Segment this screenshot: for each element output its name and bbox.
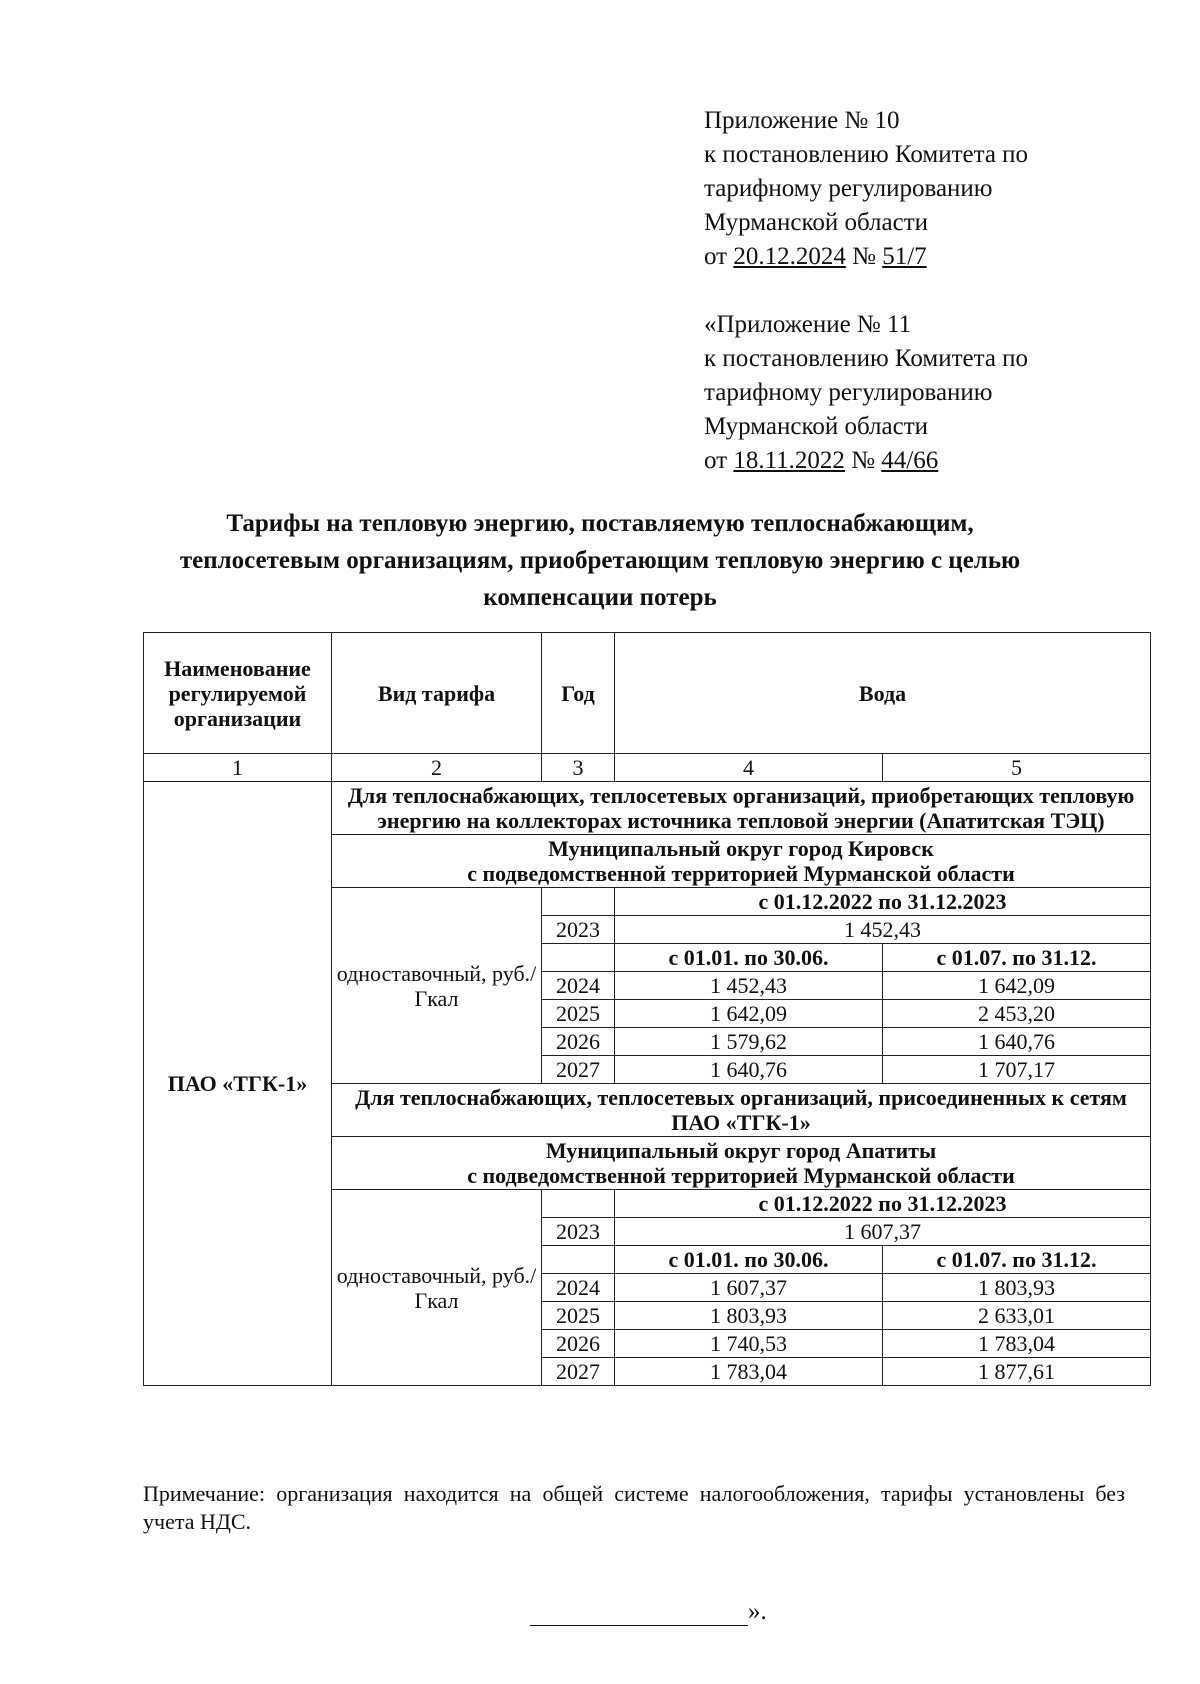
year-cell: 2025 — [542, 1302, 615, 1330]
header-year: Год — [542, 633, 615, 754]
title-line: теплосетевым организациям, приобретающим тепловую энергию с целью — [179, 547, 1021, 574]
empty-cell — [542, 1246, 615, 1274]
half-year-1-heading: с 01.01. по 30.06. — [615, 944, 883, 972]
year-cell: 2024 — [542, 972, 615, 1000]
half-year-2-heading: с 01.07. по 31.12. — [883, 1246, 1151, 1274]
document-title — [100, 505, 1100, 616]
tariff-value: 1 877,61 — [883, 1358, 1151, 1386]
tariff-value: 1 640,76 — [883, 1028, 1151, 1056]
group-row — [144, 782, 1151, 835]
appendix-line: к постановлению Комитета по — [704, 345, 1029, 372]
tariff-value: 1 642,09 — [615, 1000, 883, 1028]
tariff-value: 1 783,04 — [615, 1358, 883, 1386]
year-cell: 2026 — [542, 1028, 615, 1056]
appendix-line: тарифному регулированию — [704, 175, 993, 202]
title-line: компенсации потерь — [483, 584, 717, 611]
column-number: 4 — [615, 754, 883, 782]
half-year-1-heading: с 01.01. по 30.06. — [615, 1246, 883, 1274]
resolution-number: 44/66 — [881, 447, 939, 474]
period-heading: с 01.12.2022 по 31.12.2023 — [615, 888, 1151, 916]
territory-line: с подведомственной территорией Мурманской области — [467, 1163, 1015, 1188]
resolution-number: 51/7 — [882, 243, 927, 270]
tariff-table — [143, 632, 1151, 1386]
closing-quote: ». — [748, 1598, 767, 1625]
tariff-value: 1 803,93 — [615, 1302, 883, 1330]
group-heading: Для теплоснабжающих, теплосетевых организаций, приобретающих тепловую энергию на коллекторах источника тепловой энергии (Апатитская ТЭЦ) — [332, 782, 1151, 835]
tariff-value: 1 642,09 — [883, 972, 1151, 1000]
tariff-value: 1 740,53 — [615, 1330, 883, 1358]
appendix-line: Мурманской области — [704, 209, 929, 236]
tariff-value: 1 607,37 — [615, 1274, 883, 1302]
year-cell: 2024 — [542, 1274, 615, 1302]
appendix-line: тарифному регулированию — [704, 379, 993, 406]
header-org: Наименование регулируемой организации — [144, 633, 332, 754]
territory-line: Муниципальный округ город Апатиты — [545, 1138, 937, 1163]
period-heading: с 01.12.2022 по 31.12.2023 — [615, 1190, 1151, 1218]
tariff-value: 1 579,62 — [615, 1028, 883, 1056]
column-number: 3 — [542, 754, 615, 782]
year-cell: 2025 — [542, 1000, 615, 1028]
appendix-line: «Приложение № 11 — [704, 311, 912, 338]
appendix-line: Приложение № 10 — [704, 107, 900, 134]
number-prefix: № — [844, 447, 882, 474]
tariff-type: одноставочный, руб./Гкал — [332, 1190, 542, 1386]
year-cell: 2026 — [542, 1330, 615, 1358]
tariff-value: 1 803,93 — [883, 1274, 1151, 1302]
column-number: 1 — [144, 754, 332, 782]
territory-heading — [332, 835, 1151, 888]
organization-name: ПАО «ТГК-1» — [144, 782, 332, 1386]
tariff-value: 2 633,01 — [883, 1302, 1151, 1330]
footnote: Примечание: организация находится на общей системе налогообложения, тарифы установлены без учета НДС. — [143, 1481, 1125, 1534]
title-line: Тарифы на тепловую энергию, поставляемую теплоснабжающим, — [226, 510, 974, 537]
appendix-reference-amended — [704, 308, 1028, 478]
tariff-value: 1 707,17 — [883, 1056, 1151, 1084]
year-cell: 2027 — [542, 1056, 615, 1084]
column-number: 5 — [883, 754, 1151, 782]
territory-line: Муниципальный округ город Кировск — [548, 836, 934, 861]
tariff-value: 1 607,37 — [615, 1218, 1151, 1246]
tariff-value: 1 452,43 — [615, 916, 1151, 944]
closing-mark — [530, 1598, 767, 1626]
header-tariff-type: Вид тарифа — [332, 633, 542, 754]
group-heading: Для теплоснабжающих, теплосетевых организаций, присоединенных к сетям ПАО «ТГК-1» — [332, 1084, 1151, 1137]
appendix-reference-current — [704, 104, 1028, 274]
tariff-type: одноставочный, руб./Гкал — [332, 888, 542, 1084]
tariff-value: 2 453,20 — [883, 1000, 1151, 1028]
column-number-row — [144, 754, 1151, 782]
appendix-date-line — [704, 240, 1028, 274]
tariff-value: 1 640,76 — [615, 1056, 883, 1084]
half-year-2-heading: с 01.07. по 31.12. — [883, 944, 1151, 972]
header-water: Вода — [615, 633, 1151, 754]
empty-cell — [542, 944, 615, 972]
territory-line: с подведомственной территорией Мурманской области — [467, 861, 1015, 886]
territory-heading — [332, 1137, 1151, 1190]
tariff-value: 1 783,04 — [883, 1330, 1151, 1358]
table-header-row — [144, 633, 1151, 754]
empty-cell — [542, 1190, 615, 1218]
resolution-date: 18.11.2022 — [733, 447, 845, 474]
date-prefix: от — [704, 447, 734, 474]
year-cell: 2023 — [542, 916, 615, 944]
appendix-date-line — [704, 444, 1028, 478]
number-prefix: № — [845, 243, 883, 270]
date-prefix: от — [704, 243, 734, 270]
appendix-line: к постановлению Комитета по — [704, 141, 1029, 168]
signature-line — [530, 1605, 748, 1626]
empty-cell — [542, 888, 615, 916]
resolution-date: 20.12.2024 — [733, 243, 846, 270]
year-cell: 2027 — [542, 1358, 615, 1386]
year-cell: 2023 — [542, 1218, 615, 1246]
column-number: 2 — [332, 754, 542, 782]
tariff-value: 1 452,43 — [615, 972, 883, 1000]
appendix-line: Мурманской области — [704, 413, 929, 440]
